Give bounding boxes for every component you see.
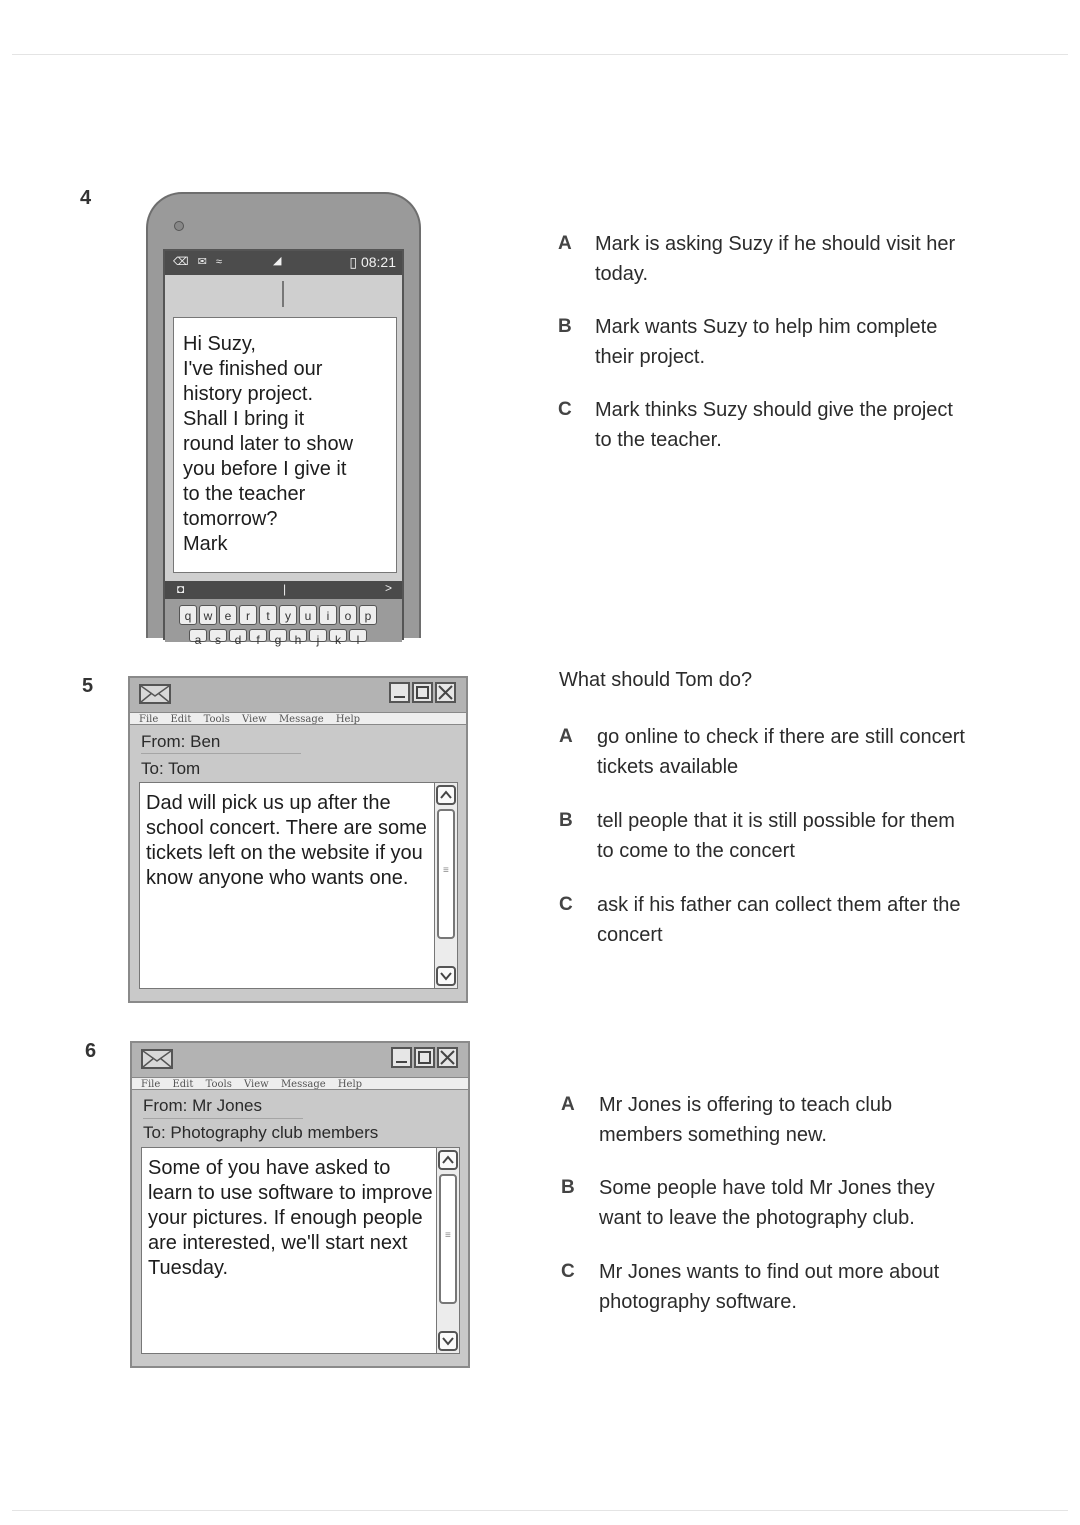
- message-line: Mark: [183, 533, 228, 555]
- key: s: [209, 629, 227, 642]
- email-from: From: Mr Jones: [143, 1096, 263, 1115]
- key: r: [239, 605, 257, 625]
- key: y: [279, 605, 297, 625]
- maximize-icon[interactable]: [412, 682, 433, 703]
- menu-message[interactable]: Message: [280, 1079, 326, 1090]
- text-cursor: [282, 281, 284, 307]
- maximize-icon[interactable]: [414, 1047, 435, 1068]
- chevron-up-icon[interactable]: [436, 785, 456, 805]
- option-letter: C: [561, 1261, 575, 1282]
- message-line: Shall I bring it: [183, 408, 305, 430]
- menu-message[interactable]: Message: [278, 714, 324, 725]
- email-window-mr-jones: [130, 1041, 470, 1368]
- option-letter: B: [561, 1177, 575, 1198]
- chevron-up-icon[interactable]: [438, 1150, 458, 1170]
- key: t: [259, 605, 277, 625]
- keyboard-row-1: [179, 605, 377, 625]
- menu-tools[interactable]: Tools: [203, 714, 230, 725]
- message-line: I've finished our: [183, 358, 323, 380]
- phone-screen: [163, 249, 404, 647]
- window-controls: [389, 682, 456, 703]
- divider: [141, 753, 301, 754]
- key: p: [359, 605, 377, 625]
- close-icon[interactable]: [437, 1047, 458, 1068]
- clock-text: 08:21: [360, 254, 396, 270]
- q5-question: What should Tom do?: [559, 669, 753, 691]
- window-titlebar: [130, 678, 466, 712]
- option-letter: C: [559, 894, 573, 915]
- key: e: [219, 605, 237, 625]
- menu-view[interactable]: View: [244, 1079, 269, 1090]
- option-letter: A: [561, 1094, 575, 1115]
- option-text: Mr Jones is offering to teach club members something new.: [599, 1094, 893, 1146]
- menu-help[interactable]: Help: [335, 714, 361, 725]
- menu-bar: [130, 712, 466, 725]
- keyboard-row-2: [189, 629, 367, 647]
- phone-illustration: [146, 192, 421, 647]
- message-line: Hi Suzy,: [183, 333, 256, 355]
- minimize-icon[interactable]: [391, 1047, 412, 1068]
- key: j: [309, 629, 327, 642]
- key: d: [229, 629, 247, 642]
- menu-file[interactable]: File: [139, 714, 159, 725]
- email-body: Dad will pick us up after the school concert. There are some tickets left on the website if you know anyone who wants one.: [139, 782, 437, 989]
- key: h: [289, 629, 307, 642]
- message-line: round later to show: [183, 433, 354, 455]
- grip-icon: ≡: [443, 865, 449, 876]
- option-text: go online to check if there are still concert tickets available: [597, 726, 965, 778]
- keyboard-toolbar: [165, 581, 402, 599]
- key: o: [339, 605, 357, 625]
- key: a: [189, 629, 207, 642]
- envelope-icon: [139, 684, 171, 704]
- divider: [143, 1118, 303, 1119]
- option-letter: A: [559, 726, 573, 747]
- menu-tools[interactable]: Tools: [205, 1079, 232, 1090]
- option-text: Mark is asking Suzy if he should visit her today.: [595, 233, 956, 285]
- key: q: [179, 605, 197, 625]
- camera-icon: [174, 221, 184, 231]
- menu-edit[interactable]: Edit: [172, 1079, 194, 1090]
- message-line: to the teacher: [183, 483, 306, 505]
- status-bar: [165, 251, 402, 275]
- key: u: [299, 605, 317, 625]
- chevron-down-icon[interactable]: [438, 1331, 458, 1351]
- top-rule: [12, 54, 1068, 55]
- menu-help[interactable]: Help: [337, 1079, 363, 1090]
- key: k: [329, 629, 347, 642]
- scroll-thumb[interactable]: [437, 809, 455, 939]
- key: i: [319, 605, 337, 625]
- key: l: [349, 629, 367, 642]
- message-line: you before I give it: [183, 458, 347, 480]
- scroll-thumb[interactable]: [439, 1174, 457, 1304]
- email-window-ben: [128, 676, 468, 1003]
- option-letter: A: [558, 233, 572, 254]
- question-number-6: 6: [85, 1040, 97, 1062]
- menu-file[interactable]: File: [141, 1079, 161, 1090]
- minimize-icon[interactable]: [389, 682, 410, 703]
- window-titlebar: [132, 1043, 468, 1077]
- status-time: ▯ 08:21: [349, 254, 396, 270]
- email-to: To: Photography club members: [143, 1123, 379, 1142]
- notification-icons: ⌫ ✉ ≈: [173, 256, 225, 268]
- option-text: Mr Jones wants to find out more about photography software.: [599, 1261, 940, 1313]
- envelope-icon: [141, 1049, 173, 1069]
- chevron-down-icon[interactable]: [436, 966, 456, 986]
- email-from: From: Ben: [141, 732, 221, 751]
- option-letter: C: [558, 399, 572, 420]
- scrollbar[interactable]: [436, 1147, 460, 1354]
- question-number-5: 5: [82, 675, 94, 697]
- menu-bar: [132, 1077, 468, 1090]
- option-text: ask if his father can collect them after the concert: [597, 894, 961, 946]
- close-icon[interactable]: [435, 682, 456, 703]
- question-number-4: 4: [80, 187, 92, 209]
- option-text: Some people have told Mr Jones they want to leave the photography club.: [599, 1177, 935, 1229]
- menu-edit[interactable]: Edit: [170, 714, 192, 725]
- key: f: [249, 629, 267, 642]
- option-letter: B: [558, 316, 572, 337]
- message-line: tomorrow?: [183, 508, 278, 530]
- message-line: history project.: [183, 383, 314, 405]
- bottom-rule: [12, 1510, 1068, 1511]
- keyboard: [165, 599, 402, 647]
- divider-icon: |: [283, 582, 287, 596]
- option-text: tell people that it is still possible for them to come to the concert: [597, 810, 955, 862]
- signal-icon: ◢: [273, 255, 282, 267]
- window-controls: [391, 1047, 458, 1068]
- sms-message: [173, 317, 397, 573]
- option-text: Mark thinks Suzy should give the project to the teacher.: [595, 399, 953, 451]
- email-to: To: Tom: [141, 759, 201, 778]
- option-letter: B: [559, 810, 573, 831]
- menu-view[interactable]: View: [242, 714, 267, 725]
- email-body: Some of you have asked to learn to use software to improve your pictures. If enough people are interested, we'll start next Tuesday.: [141, 1147, 439, 1354]
- key: w: [199, 605, 217, 625]
- option-text: Mark wants Suzy to help him complete their project.: [595, 316, 938, 368]
- chevron-right-icon: >: [384, 581, 392, 595]
- grip-icon: ≡: [445, 1230, 451, 1241]
- scrollbar[interactable]: [434, 782, 458, 989]
- key: g: [269, 629, 287, 642]
- camera-icon: ◘: [177, 582, 185, 596]
